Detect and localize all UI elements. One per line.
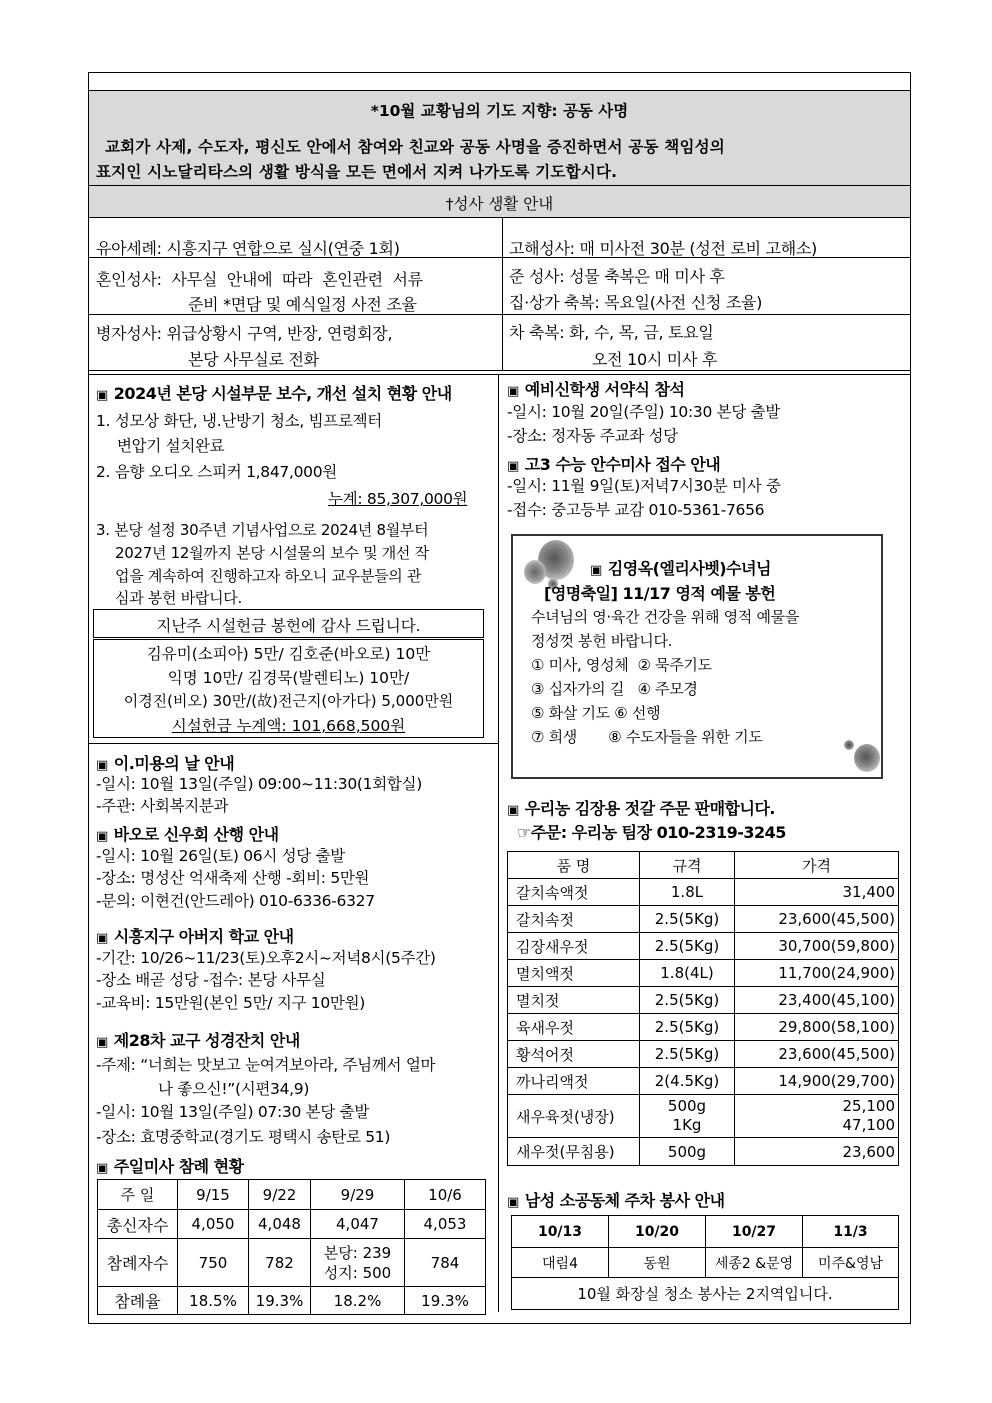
parking-group: 대림4 (512, 1248, 609, 1278)
table-cell: 29,800(58,100) (735, 1014, 899, 1041)
bible-title: 제28차 교구 성경잔치 안내 (113, 1031, 300, 1050)
sister-options-1: ① 미사, 영성체 ② 묵주기도 (531, 656, 712, 674)
table-cell: 18.5% (178, 1287, 249, 1315)
attendance-header: 9/22 (249, 1180, 311, 1210)
father-school-heading (96, 924, 294, 947)
attendance-row-label: 참례율 (98, 1287, 178, 1315)
infant-baptism: 유아세례: 시흥지구 연합으로 실시(연중 1회) (96, 239, 400, 258)
beauty-title: 이.미용의 날 안내 (113, 754, 235, 773)
facility-item1-a: 1. 성모상 화단, 냉.난방기 청소, 빔프로젝터 (96, 412, 382, 430)
facility-item1-b: 변압기 설치완료 (117, 437, 225, 455)
donors-line-1: 김유미(소피아) 5만/ 김호준(바오로) 10만 (146, 645, 431, 663)
table-cell: 2.5(5Kg) (640, 933, 735, 960)
table-row (508, 1068, 899, 1095)
diaconate-place: -장소: 정자동 주교좌 성당 (507, 427, 678, 445)
father-school-title: 시흥지구 아버지 학교 안내 (113, 927, 294, 946)
table-cell: 4,047 (311, 1210, 405, 1239)
table-cell: 새우젓(무침용) (508, 1138, 640, 1166)
thanks-text: 지난주 시설헌금 봉헌에 감사 드립니다. (156, 617, 421, 635)
hike-date: -일시: 10월 26일(토) 06시 성당 출발 (96, 847, 345, 865)
bible-theme-2: 나 좋으신!”(시편34,9) (158, 1080, 310, 1098)
hike-title: 바오로 신우회 산행 안내 (113, 825, 279, 844)
hike-place: -장소: 명성산 억새축제 산행 -회비: 5만원 (96, 869, 370, 887)
attendance-rate-row (98, 1287, 486, 1315)
table-row (508, 1138, 899, 1166)
kimjang-table (507, 851, 899, 1166)
parking-table (511, 1215, 899, 1310)
square-icon: ▣ (96, 931, 108, 946)
marriage-line-2: 준비 *면담 및 예식일정 사전 조율 (188, 295, 417, 314)
attendance-title: 주일미사 참례 현황 (113, 1157, 244, 1176)
table-cell: 멸치젓 (508, 987, 640, 1014)
table-cell: 782 (249, 1239, 311, 1287)
bible-theme-1: -주제: “너희는 맛보고 눈여겨보아라, 주님께서 얼마 (96, 1056, 436, 1074)
diaconate-title: 예비신학생 서약식 참석 (524, 380, 685, 399)
facility-heading (96, 381, 452, 404)
intention-body-1: 교회가 사제, 수도자, 평신도 안에서 참여와 친교와 공동 사명을 증진하면서 공동 책임성의 (105, 138, 725, 156)
attendance-attend-row (98, 1239, 486, 1287)
square-icon: ▣ (96, 829, 108, 844)
marriage-line-1: 혼인성사: 사무실 안내에 따라 혼인관련 서류 (96, 270, 423, 289)
facility-title: 2024년 본당 시설부문 보수, 개선 설치 현황 안내 (113, 384, 452, 403)
attendance-table (97, 1179, 486, 1315)
parking-date: 11/3 (803, 1216, 899, 1248)
decor-circles-bottom (842, 738, 882, 776)
attendance-total-row (98, 1210, 486, 1239)
square-icon: ▣ (590, 563, 602, 578)
beauty-date: -일시: 10월 13일(주일) 09:00~11:30(1회합실) (96, 775, 422, 793)
table-row (508, 960, 899, 987)
blessing-line-1: 준 성사: 성물 축복은 매 미사 후 (509, 267, 725, 286)
table-cell: 새우육젓(냉장) (508, 1095, 640, 1138)
table-cell: 1.8(4L) (640, 960, 735, 987)
sick-line-2: 본당 사무실로 전화 (188, 350, 319, 369)
table-cell (311, 1239, 405, 1287)
table-cell: 23,400(45,100) (735, 987, 899, 1014)
parking-date: 10/13 (512, 1216, 609, 1248)
kimjang-header-row (508, 852, 899, 879)
car-line-2: 오전 10시 미사 후 (592, 350, 718, 369)
frozen-price-1kg: 47,100 (842, 1116, 895, 1134)
table-cell: 750 (178, 1239, 249, 1287)
sister-options-4: ⑦ 희생 ⑧ 수도자들을 위한 기도 (531, 728, 763, 746)
sister-options-3: ⑤ 화살 기도 ⑥ 선행 (531, 704, 661, 722)
table-cell: 황석어젓 (508, 1041, 640, 1068)
frozen-size-500g: 500g (667, 1097, 707, 1115)
facility-total: 누계: 85,307,000원 (328, 490, 468, 508)
attendance-header: 9/15 (178, 1180, 249, 1210)
kimjang-order: ☞주문: 우리농 팀장 010-2319-3245 (517, 823, 786, 842)
suneung-title: 고3 수능 안수미사 접수 안내 (524, 455, 721, 474)
frozen-price-500g: 25,100 (842, 1097, 895, 1115)
table-cell: 18.2% (311, 1287, 405, 1315)
beauty-heading (96, 751, 234, 774)
diaconate-date: -일시: 10월 20일(주일) 10:30 본당 출발 (507, 403, 780, 421)
bible-date: -일시: 10월 13일(주일) 07:30 본당 출발 (96, 1103, 369, 1121)
table-cell: 784 (405, 1239, 486, 1287)
facility-item3-d: 심과 봉헌 바랍니다. (115, 589, 242, 607)
sister-title: 김영옥(엘리사벳)수녀님 (607, 559, 771, 578)
table-row (508, 987, 899, 1014)
sister-body-2: 정성껏 봉헌 바랍니다. (531, 632, 673, 650)
table-cell: 23,600(45,500) (735, 1041, 899, 1068)
attendance-row-label: 총신자수 (98, 1210, 178, 1239)
cleaning-note: 10월 화장실 청소 봉사는 2지역입니다. (512, 1278, 899, 1310)
square-icon: ▣ (507, 1195, 519, 1210)
attend-929-shrine: 성지: 500 (323, 1263, 392, 1282)
attendance-row-label: 참례자수 (98, 1239, 178, 1287)
suneung-date: -일시: 11월 9일(토)저녁7시30분 미사 중 (507, 477, 781, 495)
table-row (508, 933, 899, 960)
confession: 고해성사: 매 미사전 30분 (성전 로비 고해소) (509, 239, 817, 258)
table-cell: 멸치액젓 (508, 960, 640, 987)
hike-contact: -문의: 이현건(안드레아) 010-6336-6327 (96, 892, 375, 910)
square-icon: ▣ (507, 803, 519, 818)
table-cell: 1.8L (640, 879, 735, 906)
kimjang-header: 규격 (640, 852, 735, 879)
table-cell: 까나리액젓 (508, 1068, 640, 1095)
table-cell: 2(4.5Kg) (640, 1068, 735, 1095)
table-row (508, 1095, 899, 1138)
sister-heading (590, 556, 771, 579)
table-cell: 갈치속젓 (508, 906, 640, 933)
attendance-header: 9/29 (311, 1180, 405, 1210)
sister-feast: [영명축일] 11/17 영적 예물 봉헌 (544, 584, 776, 603)
square-icon: ▣ (96, 388, 108, 403)
donors-line-2: 익명 10만/ 김경묵(발렌티노) 10만/ (167, 669, 410, 687)
intention-body-2: 표지인 시노달리타스의 생활 방식을 모든 면에서 지켜 나가도록 기도합시다. (96, 163, 618, 181)
square-icon: ▣ (96, 1035, 108, 1050)
donors-total: 시설헌금 누계액: 101,668,500원 (171, 717, 406, 735)
square-icon: ▣ (507, 459, 519, 474)
square-icon: ▣ (96, 1161, 108, 1176)
facility-item3-b: 2027년 12월까지 본당 시설물의 보수 및 개선 작 (115, 544, 429, 562)
attendance-header: 주 일 (98, 1180, 178, 1210)
table-cell: 4,053 (405, 1210, 486, 1239)
sacraments-title: †성사 생활 안내 (445, 195, 554, 213)
table-row (508, 879, 899, 906)
suneung-contact: -접수: 중고등부 교감 010-5361-7656 (507, 501, 765, 519)
attendance-header: 10/6 (405, 1180, 486, 1210)
column-divider (498, 374, 499, 1312)
parking-group: 세종2 &문영 (706, 1248, 803, 1278)
kimjang-header: 품 명 (508, 852, 640, 879)
bible-heading (96, 1028, 300, 1051)
table-row (508, 1041, 899, 1068)
attendance-header-row (98, 1180, 486, 1210)
parking-group-row (512, 1248, 899, 1278)
father-school-place: -장소 배곧 성당 -접수: 본당 사무실 (96, 971, 326, 989)
parking-date: 10/27 (706, 1216, 803, 1248)
left-divider-1 (89, 743, 498, 744)
table-cell: 갈치속액젓 (508, 879, 640, 906)
sick-line-1: 병자성사: 위급상황시 구역, 반장, 연령회장, (96, 324, 393, 343)
table-cell: 19.3% (405, 1287, 486, 1315)
square-icon: ▣ (96, 758, 108, 773)
attendance-heading (96, 1154, 244, 1177)
beauty-host: -주관: 사회복지분과 (96, 797, 229, 815)
sister-body-1: 수녀님의 영·육간 건강을 위해 영적 예물을 (531, 608, 800, 626)
attend-929-parish: 본당: 239 (323, 1243, 392, 1262)
table-row (508, 1014, 899, 1041)
facility-item3-c: 업을 계속하여 진행하고자 하오니 교우분들의 관 (115, 567, 422, 585)
table-cell: 김장새우젓 (508, 933, 640, 960)
table-cell: 11,700(24,900) (735, 960, 899, 987)
parking-date: 10/20 (609, 1216, 706, 1248)
hike-heading (96, 822, 279, 845)
table-cell: 19.3% (249, 1287, 311, 1315)
facility-item3-a: 3. 본당 설정 30주년 기념사업으로 2024년 8월부터 (96, 521, 429, 539)
table-row (508, 906, 899, 933)
parking-title: 남성 소공동체 주차 봉사 안내 (524, 1191, 725, 1210)
table-cell: 4,050 (178, 1210, 249, 1239)
kimjang-header: 가격 (735, 852, 899, 879)
table-cell (640, 1095, 735, 1138)
table-cell: 2.5(5Kg) (640, 1014, 735, 1041)
parking-date-row (512, 1216, 899, 1248)
parking-group: 동원 (609, 1248, 706, 1278)
table-cell: 2.5(5Kg) (640, 1041, 735, 1068)
table-cell: 30,700(59,800) (735, 933, 899, 960)
father-school-period: -기간: 10/26~11/23(토)오후2시~저녁8시(5주간) (96, 949, 436, 967)
donors-line-3: 이경진(비오) 30만/(故)전근지(아가다) 5,000만원 (123, 692, 454, 710)
square-icon: ▣ (507, 384, 519, 399)
table-cell: 2.5(5Kg) (640, 987, 735, 1014)
sister-options-2: ③ 십자가의 길 ④ 주모경 (531, 680, 698, 698)
kimjang-heading (507, 796, 775, 819)
facility-item2: 2. 음향 오디오 스피커 1,847,000원 (96, 463, 337, 481)
bible-place: -장소: 효명중학교(경기도 평택시 송탄로 51) (96, 1128, 391, 1146)
intention-title: *10월 교황님의 기도 지향: 공동 사명 (370, 102, 629, 120)
father-school-fee: -교육비: 15만원(본인 5만/ 지구 10만원) (96, 994, 366, 1012)
diaconate-heading (507, 377, 685, 400)
table-cell: 2.5(5Kg) (640, 906, 735, 933)
table-cell (735, 1095, 899, 1138)
table-cell: 31,400 (735, 879, 899, 906)
table-cell: 23,600 (735, 1138, 899, 1166)
blessing-line-2: 집·상가 축복: 목요일(사전 신청 조율) (509, 293, 763, 312)
parking-group: 미주&영남 (803, 1248, 899, 1278)
car-line-1: 차 축복: 화, 수, 목, 금, 토요일 (509, 323, 714, 342)
kimjang-title: 우리농 김장용 젓갈 주문 판매합니다. (524, 799, 775, 818)
parking-note-row (512, 1278, 899, 1310)
table-cell: 500g (640, 1138, 735, 1166)
table-cell: 23,600(45,500) (735, 906, 899, 933)
table-cell: 육새우젓 (508, 1014, 640, 1041)
suneung-heading (507, 452, 720, 475)
frozen-size-1kg: 1Kg (672, 1116, 702, 1134)
table-cell: 14,900(29,700) (735, 1068, 899, 1095)
parking-heading (507, 1188, 725, 1211)
table-cell: 4,048 (249, 1210, 311, 1239)
